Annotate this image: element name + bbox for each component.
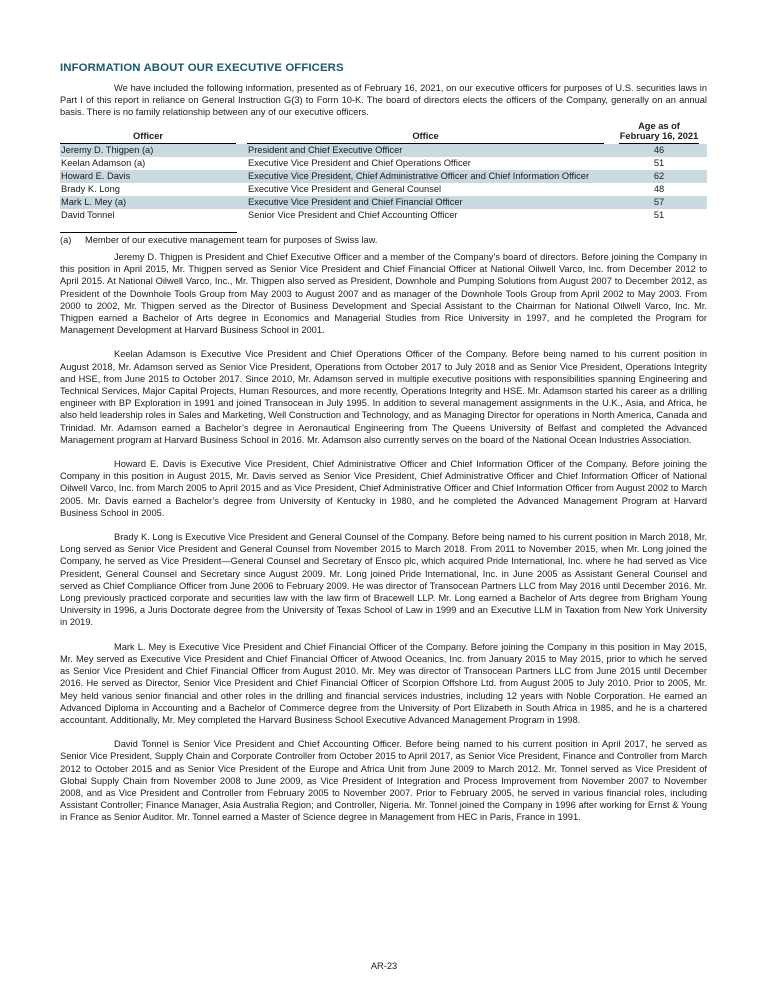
bio-paragraph-long: Brady K. Long is Executive Vice President and General Counsel of the Company. Before being named to his current position in March 2018, Mr. Long served as Senior Vice President and General Counsel from November 2015 to March 2018. From 2011 to November 2015, when Mr. Long joined the Company, he served as Vice President—General Counsel and Secretary of Ensco plc, which acquired Pride International, Inc. where he had served as Vice President, General Counsel and Secretary since August 2009. Mr. Long joined Pride International, Inc. in June 2005 as Assistant General Counsel and served as Chief Compliance Officer from June 2006 to February 2009. He was director of Transocean Partners LLC from May 2016 until December 2016. Mr. Long previously practiced corporate and securities law with the law firm of Bracewell LLP. Mr. Long earned a Bachelor of Arts degree from Brigham Young University in 1996, a Juris Doctorate degree from the University of Texas School of Law in 1999 and an Executive LLM in Taxation from New York University in 2019. — [60, 532, 707, 628]
officer-name: David Tonnel — [61, 210, 115, 221]
age-header-line2: February 16, 2021 — [619, 131, 700, 144]
table-row — [60, 209, 707, 222]
officer-title: Executive Vice President and Chief Financial Officer — [248, 197, 463, 208]
table-header-row — [60, 121, 707, 144]
officer-title: Executive Vice President and Chief Operations Officer — [248, 158, 471, 169]
officer-age: 62 — [653, 171, 665, 182]
age-header-line1: Age as of — [638, 120, 680, 131]
officer-age: 51 — [653, 158, 665, 169]
column-header-officer: Officer — [60, 131, 236, 144]
footnote — [60, 234, 707, 246]
officer-name: Jeremy D. Thigpen (a) — [61, 145, 154, 156]
officer-name: Brady K. Long — [61, 184, 120, 195]
section-heading: INFORMATION ABOUT OUR EXECUTIVE OFFICERS — [60, 62, 344, 74]
officer-name: Mark L. Mey (a) — [61, 197, 127, 208]
officer-age: 46 — [653, 145, 665, 156]
column-header-office: Office — [247, 131, 604, 144]
bio-paragraph-thigpen: Jeremy D. Thigpen is President and Chief Executive Officer and a member of the Company’s board of directors. Before joining the Company in this position in April 2015, Mr. Thigpen served as Senior Vice President and Chief Financial Officer at National Oilwell Varco, Inc. from December 2012 to April 2015. At National Oilwell Varco, Inc., Mr. Thigpen also served as President, Downhole and Pumping Solutions from August 2007 to December 2012, as President of the Downhole Tools Group from May 2003 to August 2007 and as manager of the Downhole Tools Group from April 2002 to May 2003. From 2000 to 2002, Mr. Thigpen served as the Director of Business Development and Special Assistant to the Chairman for National Oilwell Varco, Inc. Mr. Thigpen earned a Bachelor of Arts degree in Economics and Managerial Studies from Rice University in 1997, and he completed the Program for Management Development at Harvard Business School in 2001. — [60, 252, 707, 336]
bio-paragraph-adamson: Keelan Adamson is Executive Vice President and Chief Operations Officer of the Company. Before being named to his current position in August 2018, Mr. Adamson served as Senior Vice President, Operations from October 2017 to July 2018 and as Senior Vice President, Operations Integrity and HSE, from June 2015 to October 2017. Since 2010, Mr. Adamson served in multiple executive positions with responsibilities spanning Engineering and Technical Services, Major Capital Projects, Human Resources, and more recently, Operations Integrity and HSE. Mr. Adamson started his career as a drilling engineer with BP Exploration in 1991 and joined Transocean in July 1995. In addition to several management assignments in the U.K., Asia, and Africa, he also held leadership roles in Sales and Marketing, Well Construction and Technology, and as Managing Director for operations in North America, Canada and Trinidad. Mr. Adamson earned a Bachelor’s degree in Aeronautical Engineering from The Queens University of Belfast and completed the Advanced Management program at Harvard Business School in 2016. Mr. Adamson also currently serves on the board of the National Ocean Industries Association. — [60, 349, 707, 445]
bio-paragraph-mey: Mark L. Mey is Executive Vice President and Chief Financial Officer of the Company. Before joining the Company in this position in May 2015, Mr. Mey served as Executive Vice President and Chief Financial Officer of Atwood Oceanics, Inc. from January 2015 to May 2015, prior to which he served as Senior Vice President and Chief Financial Officer from August 2010. Mr. Mey was director of Transocean Partners LLC from June 2015 until December 2016. He served as Director, Senior Vice President and Chief Financial Officer of Scorpion Offshore Ltd. from August 2005 to July 2010. Prior to 2005, Mr. Mey held various senior financial and other roles in the drilling and financial services industries, including 12 years with Noble Corporation. He earned an Advanced Diploma in Accounting and a Bachelor of Commerce degree from the University of Port Elizabeth in South Africa in 1985, and he is a chartered accountant. Additionally, Mr. Mey completed the Harvard Business School Executive Advanced Management Program in 1998. — [60, 641, 707, 725]
intro-paragraph: We have included the following information, presented as of February 16, 2021, on our executive officers for purposes of U.S. securities laws in Part I of this report in reliance on General Instruction G(3) to Form 10-K. The board of directors elects the officers of the Company, generally on an annual basis. There is no family relationship between any of our executive officers. — [60, 83, 707, 118]
officer-title: Executive Vice President, Chief Administrative Officer and Chief Information Officer — [248, 171, 590, 182]
officer-title: Senior Vice President and Chief Accounting Officer — [248, 210, 458, 221]
footnote-marker: (a) — [60, 234, 72, 245]
officer-name: Howard E. Davis — [61, 171, 131, 182]
page-number: AR-23 — [370, 960, 398, 971]
footnote-divider — [60, 232, 237, 233]
table-row — [60, 183, 707, 196]
bio-paragraph-tonnel: David Tonnel is Senior Vice President and Chief Accounting Officer. Before being named to his current position in April 2017, he served as Senior Vice President, Supply Chain and Corporate Controller from October 2015 to April 2017, as Senior Vice President, Finance and Controller from March 2012 to October 2015 and as Senior Vice President of the Europe and Africa Unit from June 2009 to March 2012. Mr. Tonnel served as Vice President of Global Supply Chain from November 2008 to June 2009, as Vice President of Integration and Process Improvement from November 2007 to November 2008, and as Vice President and Controller from February 2005 to November 2007. Prior to February 2005, he served in various financial roles, including Assistant Controller; Finance Manager, Asia Australia Region; and Controller, Nigeria. Mr. Tonnel joined the Company in 1996 after working for Ernst & Young in France as Senior Auditor. Mr. Tonnel earned a Master of Science degree in Management from HEC in Paris, France in 1991. — [60, 739, 707, 823]
executive-officers-table — [60, 121, 707, 222]
bio-paragraph-davis: Howard E. Davis is Executive Vice President, Chief Administrative Officer and Chief Information Officer of the Company. Before joining the Company in this position in August 2015, Mr. Davis served as Senior Vice President, Chief Administrative Officer and Chief Information Officer of National Oilwell Varco, Inc. from March 2005 to April 2015 and as Vice President, Chief Administrative Officer and Chief Information Officer from August 2002 to March 2005. Mr. Davis earned a Bachelor’s degree from University of Kentucky in 1980, and he completed the Advanced Management Program at Harvard Business School in 2005. — [60, 459, 707, 518]
officer-name: Keelan Adamson (a) — [61, 158, 146, 169]
column-header-age — [611, 121, 707, 144]
footnote-text: Member of our executive management team for purposes of Swiss law. — [85, 234, 378, 245]
officer-title: Executive Vice President and General Counsel — [248, 184, 442, 195]
officer-age: 48 — [653, 184, 665, 195]
table-row — [60, 196, 707, 209]
officer-age: 51 — [653, 210, 665, 221]
officer-title: President and Chief Executive Officer — [248, 145, 403, 156]
table-row — [60, 157, 707, 170]
table-row — [60, 170, 707, 183]
officer-age: 57 — [653, 197, 665, 208]
table-row — [60, 144, 707, 157]
